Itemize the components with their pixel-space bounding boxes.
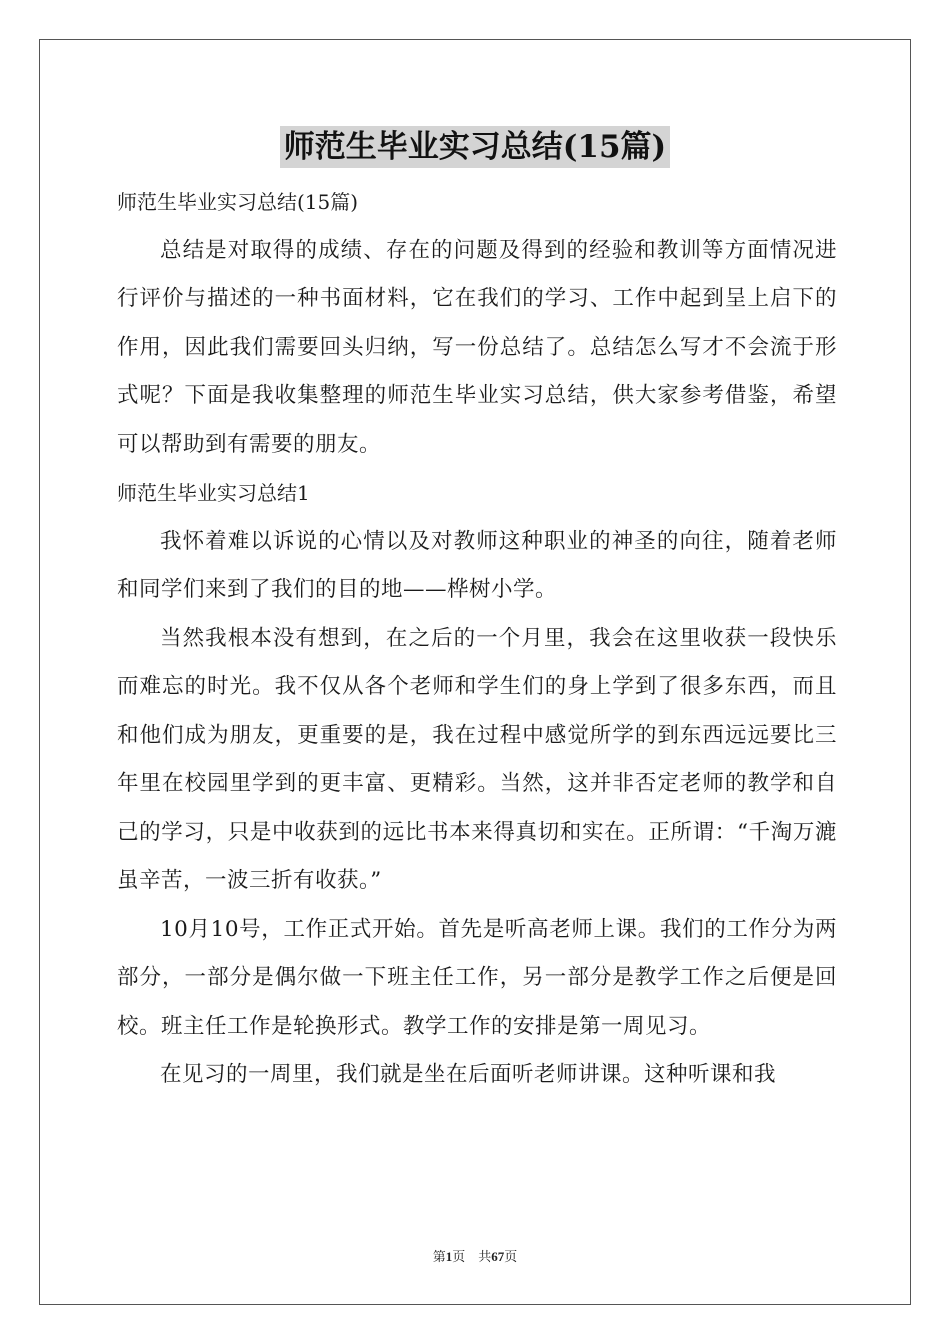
- current-page-number: 1: [445, 1249, 453, 1264]
- footer-suffix: 页: [504, 1249, 518, 1264]
- intro-paragraph: 总结是对取得的成绩、存在的问题及得到的经验和教训等方面情况进行评价与描述的一种书面材料，它在我们的学习、工作中起到呈上启下的作用，因此我们需要回头归纳，写一份总结了。总结怎么写才不会流于形式呢？下面是我收集整理的师范生毕业实习总结，供大家参考借鉴，希望可以帮助到有需要的朋友。: [117, 237, 837, 457]
- title-container: [0, 126, 950, 168]
- document-body: [117, 178, 837, 1100]
- body-paragraph-4: 在见习的一周里，我们就是坐在后面听老师讲课。这种听课和我: [160, 1062, 777, 1087]
- body-paragraph-2: 当然我根本没有想到，在之后的一个月里，我会在这里收获一段快乐而难忘的时光。我不仅从各个老师和学生们的身上学到了很多东西，而且和他们成为朋友，更重要的是，我在过程中感觉所学的到东西远远要比三年里在校园里学到的更丰富、更精彩。当然，这并非否定老师的教学和自己的学习，只是中收获到的远比书本来得真切和实在。正所谓：“千淘万漉虽辛苦，一波三折有收获。”: [117, 625, 837, 893]
- body-paragraph-3: 10月10号，工作正式开始。首先是听高老师上课。我们的工作分为两部分，一部分是偶尔做一下班主任工作，另一部分是教学工作之后便是回校。班主任工作是轮换形式。教学工作的安排是第一周见习。: [117, 916, 837, 1039]
- page-footer: [0, 1246, 950, 1265]
- footer-prefix: 第: [432, 1249, 446, 1264]
- footer-mid: 页 共: [452, 1249, 492, 1264]
- total-page-number: 67: [491, 1249, 505, 1264]
- section-heading: 师范生毕业实习总结1: [117, 481, 310, 505]
- body-paragraph-1: 我怀着难以诉说的心情以及对教师这种职业的神圣的向往，随着老师和同学们来到了我们的目的地——桦树小学。: [117, 528, 837, 602]
- document-subtitle: 师范生毕业实习总结(15篇): [117, 190, 359, 214]
- document-title: 师范生毕业实习总结(15篇): [280, 126, 670, 168]
